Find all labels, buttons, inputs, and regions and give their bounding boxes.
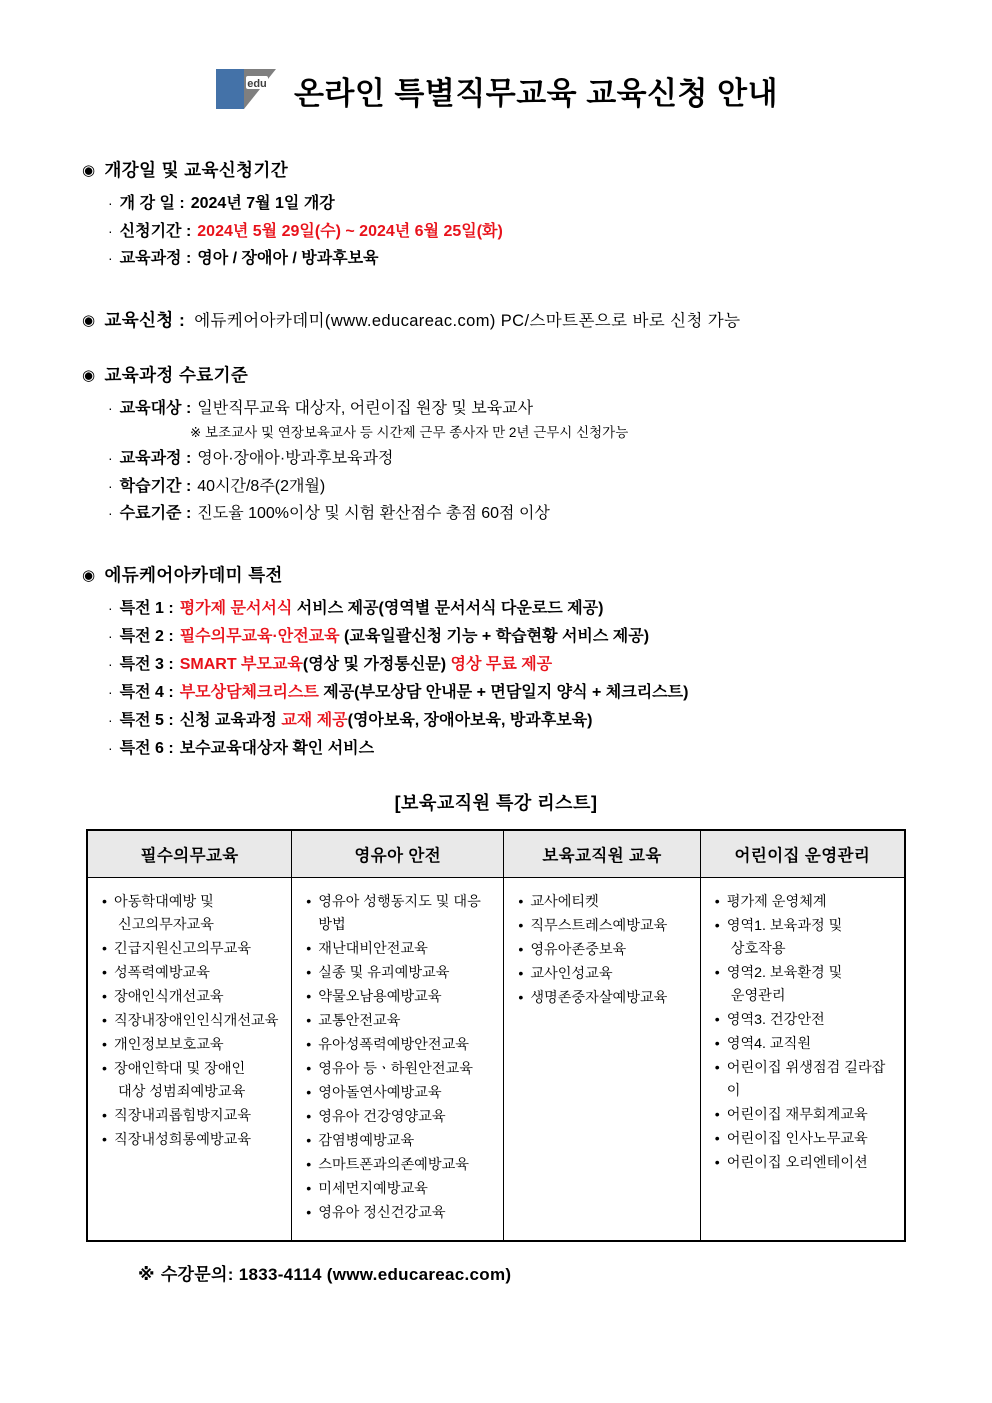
benefit-item-5 [108, 707, 932, 735]
table-list-item: • 직장내괴롭힘방지교육 [102, 1105, 281, 1128]
table-body-row [87, 878, 905, 1242]
schedule-item-period: · 신청기간 : 2024년 5월 29일(수) ~ 2024년 6월 25일(화) [108, 218, 932, 246]
section-benefits-heading: ◉ 에듀케어아카데미 특전 [82, 564, 283, 585]
table-header-cell-3: 어린이집 운영관리 [700, 830, 905, 878]
criteria-item-target: · 교육대상 : 일반직무교육 대상자, 어린이집 원장 및 보육교사 [108, 395, 932, 423]
benefit-text-part: (교육일괄신청 기능 + 학습현황 서비스 제공) [339, 627, 650, 645]
table-list-item: • 영유아존중보육 [518, 939, 689, 962]
table-list-item: • 성폭력예방교육 [102, 962, 281, 985]
table-header-row [87, 830, 905, 878]
footer-text: 수강문의: 1833-4114 (www.educareac.com) [160, 1265, 512, 1285]
benefit-label: 특전 1 : [119, 599, 174, 617]
benefit-text [180, 623, 649, 651]
dot-icon: · [108, 505, 113, 522]
table-list-item: • 어린이집 재무회계교육 [715, 1104, 894, 1127]
table-list-item: • 생명존중자살예방교육 [518, 987, 689, 1010]
bullet-icon: ◉ [82, 566, 96, 584]
table-list-item: • 재난대비안전교육 [306, 938, 493, 961]
special-lecture-table [86, 829, 906, 1242]
benefit-text-part: 영상 무료 제공 [450, 655, 553, 673]
dot-icon: · [108, 712, 113, 729]
benefit-text-part: (영아보육, 장애아보육, 방과후보육) [347, 712, 593, 730]
page-header [60, 65, 932, 115]
table-list-item: • 교사인성교육 [518, 963, 689, 986]
benefit-text [180, 735, 374, 763]
footer-mark-icon: ※ [138, 1265, 155, 1285]
benefit-item-6 [108, 735, 932, 763]
bullet-icon: ◉ [82, 311, 96, 329]
table-title: [보육교직원 특강 리스트] [394, 793, 598, 814]
table-list-item: • 평가제 운영체계 [715, 891, 894, 914]
table-header-cell-1: 영유아 안전 [292, 830, 504, 878]
benefit-text-part: 보수교육대상자 확인 서비스 [179, 740, 375, 758]
dot-icon: · [108, 599, 113, 616]
benefit-label: 특전 2 : [119, 627, 174, 645]
benefit-text-part: 신청 교육과정 [179, 712, 282, 730]
table-list-item-continuation: 신고의무자교육 [118, 917, 214, 934]
schedule-item-course: · 교육과정 : 영아 / 장애아 / 방과후보육 [108, 245, 932, 273]
benefit-text [180, 707, 593, 735]
schedule-item-start: · 개 강 일 : 2024년 7월 1일 개강 [108, 190, 932, 218]
table-list-item: • 영역1. 보육과정 및 상호작용 [715, 915, 894, 961]
table-list-item-continuation: 상호작용 [730, 941, 786, 958]
benefit-text-part: 부모상담체크리스트 [179, 684, 319, 702]
section-apply [60, 307, 932, 332]
table-list-item: • 영역4. 교직원 [715, 1033, 894, 1056]
edu-logo-icon [214, 65, 280, 115]
dot-icon: · [108, 477, 113, 494]
criteria-item-duration: · 학습기간 : 40시간/8주(2개월) [108, 473, 932, 501]
table-list-item: • 스마트폰과의존예방교육 [306, 1154, 493, 1177]
table-cell-center-management [700, 878, 905, 1242]
dot-icon: · [108, 655, 113, 672]
table-list-item: • 긴급지원신고의무교육 [102, 938, 281, 961]
table-list-item-continuation: 대상 성범죄예방교육 [118, 1084, 246, 1101]
table-cell-staff-education [504, 878, 700, 1242]
benefit-text-part: 교재 제공 [281, 712, 348, 730]
footer-contact [138, 1260, 932, 1285]
table-list-item: • 영유아 등ㆍ하원안전교육 [306, 1058, 493, 1081]
section-apply-heading: ◉ 교육신청 : 에듀케어아카데미(www.educareac.com) PC/스마트폰으로 바로 신청 가능 [82, 307, 932, 332]
dot-icon: · [108, 450, 113, 466]
dot-icon: · [108, 740, 113, 757]
table-list-item: • 교통안전교육 [306, 1010, 493, 1033]
table-list-item: • 실종 및 유괴예방교육 [306, 962, 493, 985]
table-list-item: • 영유아 정신건강교육 [306, 1202, 493, 1225]
table-list-item: • 직장내성희롱예방교육 [102, 1129, 281, 1152]
section-schedule [60, 157, 932, 273]
dot-icon: · [108, 250, 113, 267]
criteria-item-course: · 교육과정 : 영아·장애아·방과후보육과정 [108, 445, 932, 473]
table-list-item: • 약물오남용예방교육 [306, 986, 493, 1009]
benefit-item-2 [108, 623, 932, 651]
table-list-item: • 장애인식개선교육 [102, 986, 281, 1009]
table-list-item-continuation: 운영관리 [730, 988, 786, 1005]
dot-icon: · [108, 399, 113, 416]
table-list-item: • 어린이집 오리엔테이션 [715, 1152, 894, 1175]
criteria-note: ※ 보조교사 및 연장보육교사 등 시간제 근무 종사자 만 2년 근무시 신청가능 [190, 425, 629, 441]
table-list-item: • 미세먼지예방교육 [306, 1178, 493, 1201]
dot-icon: · [108, 222, 113, 239]
table-cell-required-education [87, 878, 292, 1242]
table-list-item: • 직장내장애인인식개선교육 [102, 1010, 281, 1033]
table-list-item: • 영유아 건강영양교육 [306, 1106, 493, 1129]
dot-icon: · [108, 684, 113, 701]
table-list-item: • 장애인학대 및 장애인 대상 성범죄예방교육 [102, 1058, 281, 1104]
table-list-item: • 개인정보보호교육 [102, 1034, 281, 1057]
criteria-item-completion: · 수료기준 : 진도율 100%이상 및 시험 환산점수 총점 60점 이상 [108, 500, 932, 528]
benefit-list [60, 595, 932, 764]
benefit-item-1 [108, 595, 932, 623]
benefit-label: 특전 3 : [119, 655, 174, 673]
benefit-label: 특전 5 : [119, 712, 174, 730]
table-list-item: • 유아성폭력예방안전교육 [306, 1034, 493, 1057]
table-list-item: • 영아돌연사예방교육 [306, 1082, 493, 1105]
svg-text:edu: edu [247, 78, 267, 90]
benefit-text [180, 651, 552, 679]
benefit-text-part: SMART 부모교육 [179, 655, 303, 673]
dot-icon: · [108, 195, 113, 211]
benefit-text-part: 평가제 문서서식 [179, 599, 293, 617]
section-schedule-heading: ◉ 개강일 및 교육신청기간 [82, 160, 289, 180]
benefit-item-4 [108, 679, 932, 707]
section-benefits [60, 562, 932, 764]
benefit-text-part: 필수의무교육·안전교육 [179, 627, 340, 645]
table-list-item: • 아동학대예방 및 신고의무자교육 [102, 891, 281, 937]
table-list-item: • 교사에티켓 [518, 891, 689, 914]
benefit-text [180, 679, 689, 707]
section-criteria [60, 362, 932, 528]
apply-detail: 에듀케어아카데미(www.educareac.com) PC/스마트폰으로 바로 신청 가능 [194, 311, 741, 330]
benefit-text-part: 서비스 제공(영역별 문서서식 다운로드 제공) [292, 599, 604, 617]
table-list-item: • 영유아 성행동지도 및 대응방법 [306, 891, 493, 937]
benefit-text [180, 595, 604, 623]
bullet-icon: ◉ [82, 366, 96, 384]
table-list-item: • 어린이집 인사노무교육 [715, 1128, 894, 1151]
table-cell-child-safety [292, 878, 504, 1242]
table-list-item: • 영역3. 건강안전 [715, 1009, 894, 1032]
bullet-icon: ◉ [82, 162, 96, 179]
benefit-text-part: 제공(부모상담 안내문 + 면담일지 양식 + 체크리스트) [318, 684, 689, 702]
table-list-item: • 영역2. 보육환경 및 운영관리 [715, 962, 894, 1008]
section-criteria-heading: ◉ 교육과정 수료기준 [82, 364, 249, 385]
page-title: 온라인 특별직무교육 교육신청 안내 [293, 75, 779, 111]
dot-icon: · [108, 627, 113, 644]
benefit-label: 특전 4 : [119, 684, 174, 702]
benefit-label: 특전 6 : [119, 740, 174, 758]
table-list-item: • 감염병예방교육 [306, 1130, 493, 1153]
table-list-item: • 어린이집 위생점검 길라잡이 [715, 1057, 894, 1103]
table-list-item: • 직무스트레스예방교육 [518, 915, 689, 938]
benefit-item-3 [108, 651, 932, 679]
table-header-cell-0: 필수의무교육 [87, 830, 292, 878]
benefit-text-part: (영상 및 가정통신문) [302, 655, 451, 673]
table-header-cell-2: 보육교직원 교육 [504, 830, 700, 878]
